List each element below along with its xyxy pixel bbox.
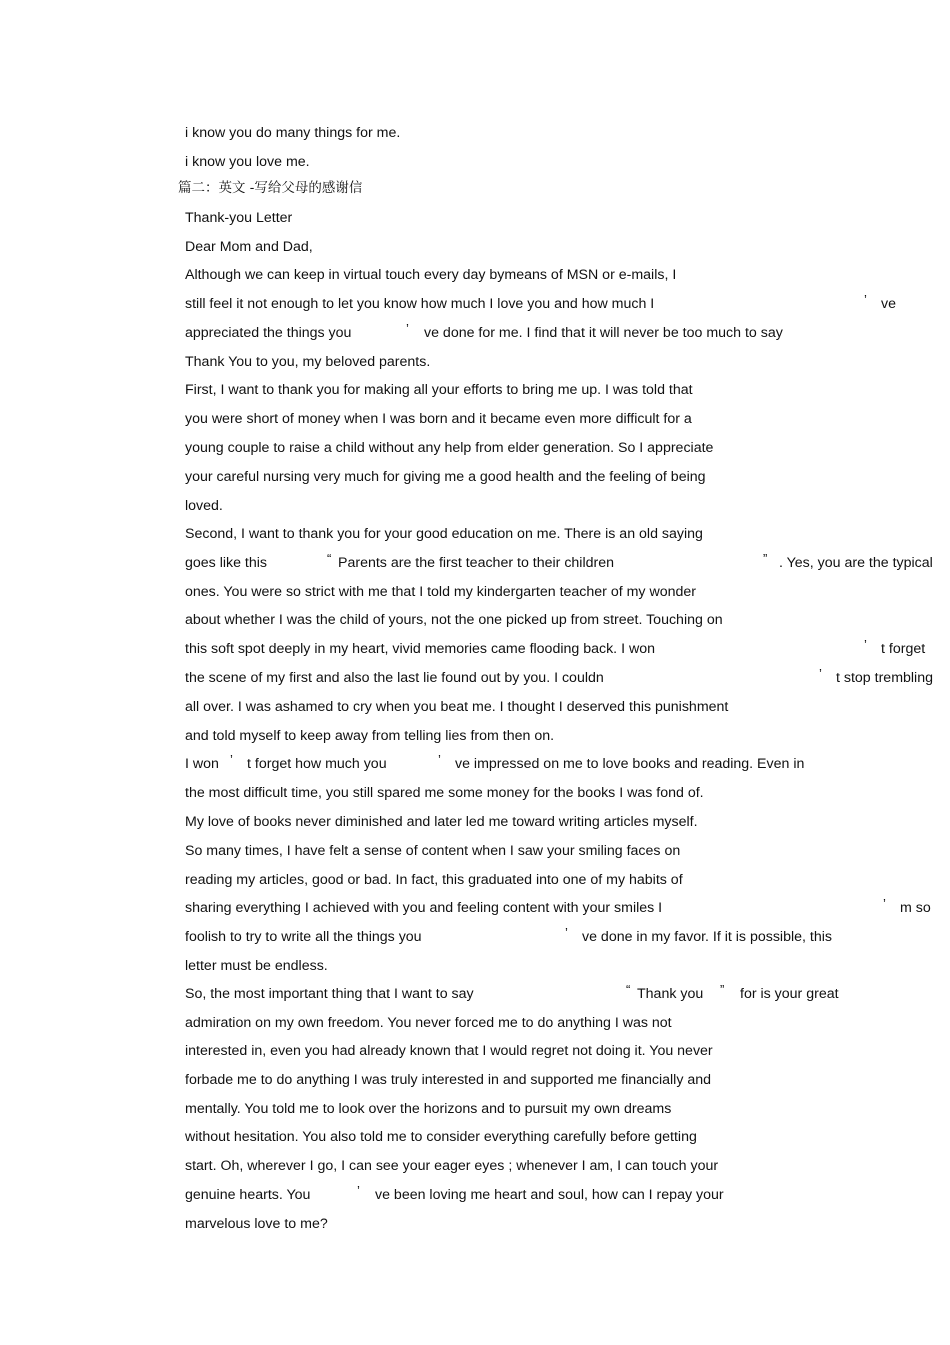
p4-line-6-apostrophe: ’ <box>883 896 886 911</box>
intro-line-1: i know you do many things for me. <box>185 125 401 141</box>
p3-line-2-text-b: Parents are the first teacher to their children <box>338 555 615 571</box>
p4-line-7-text-b: ve done in my favor. If it is possible, this <box>582 929 832 945</box>
p3-line-5-text-b: t forget <box>881 641 926 657</box>
p1-line-2-text-a: still feel it not enough to let you know how much I love you and how much I <box>185 296 655 312</box>
p3-line-5-text-a: this soft spot deeply in my heart, vivid memories came flooding back. I won <box>185 641 655 657</box>
p5-line-1-close-quote: ” <box>720 982 725 997</box>
p4-line-6-text-a: sharing everything I achieved with you and feeling content with your smiles I <box>185 900 663 916</box>
p3-line-1: Second, I want to thank you for your good education on me. There is an old saying <box>185 526 703 542</box>
p5-line-1-open-quote: “ <box>626 982 631 997</box>
p4-line-1-apostrophe-2: ’ <box>438 752 441 767</box>
p4-line-6-text-b: m so <box>900 900 931 916</box>
p5-line-6: without hesitation. You also told me to consider everything carefully before getting <box>185 1129 697 1145</box>
p3-line-2-text-c: . Yes, you are the typical <box>779 555 933 571</box>
p5-line-1-text-c: for is your great <box>740 986 839 1002</box>
p5-line-8-text-b: ve been loving me heart and soul, how can I repay your <box>375 1187 724 1203</box>
intro-line-2: i know you love me. <box>185 154 310 170</box>
p5-line-2: admiration on my own freedom. You never forced me to do anything I was not <box>185 1015 672 1031</box>
p3-line-7: all over. I was ashamed to cry when you beat me. I thought I deserved this punishment <box>185 699 729 715</box>
p4-line-1-apostrophe-1: ’ <box>230 752 233 767</box>
letter-salutation: Dear Mom and Dad, <box>185 239 313 255</box>
p2-line-4: your careful nursing very much for giving me a good health and the feeling of being <box>185 469 706 485</box>
p4-line-5: reading my articles, good or bad. In fact, this graduated into one of my habits of <box>185 872 683 888</box>
p2-line-1: First, I want to thank you for making all your efforts to bring me up. I was told that <box>185 382 693 398</box>
p1-line-3-text-a: appreciated the things you <box>185 325 352 341</box>
p5-line-7: start. Oh, wherever I go, I can see your eager eyes ; whenever I am, I can touch your <box>185 1158 719 1174</box>
p3-line-8: and told myself to keep away from telling lies from then on. <box>185 728 555 744</box>
p1-line-3-apostrophe: ’ <box>406 321 409 336</box>
p3-line-6-text-b: t stop trembling <box>836 670 933 686</box>
p3-line-2-close-quote: ” <box>763 551 768 566</box>
p3-line-2-open-quote: “ <box>327 551 332 566</box>
p1-line-2-text-b: ve <box>881 296 896 312</box>
p5-line-9: marvelous love to me? <box>185 1216 328 1232</box>
p3-line-2-text-a: goes like this <box>185 555 268 571</box>
p5-line-8-apostrophe: ’ <box>357 1183 360 1198</box>
p5-line-8-text-a: genuine hearts. You <box>185 1187 311 1203</box>
p5-line-1-text-a: So, the most important thing that I want to say <box>185 986 474 1002</box>
p3-line-5-apostrophe: ’ <box>864 637 867 652</box>
p4-line-7-text-a: foolish to try to write all the things you <box>185 929 422 945</box>
p5-line-4: forbade me to do anything I was truly interested in and supported me financially and <box>185 1072 712 1088</box>
p1-line-3-text-b: ve done for me. I find that it will never be too much to say <box>424 325 783 341</box>
p3-line-4: about whether I was the child of yours, not the one picked up from street. Touching on <box>185 612 723 628</box>
p2-line-5: loved. <box>185 498 223 514</box>
p3-line-3: ones. You were so strict with me that I told my kindergarten teacher of my wonder <box>185 584 696 600</box>
p4-line-1-text-b: t forget how much you <box>247 756 387 772</box>
p5-line-3: interested in, even you had already known that I would regret not doing it. You never <box>185 1043 713 1059</box>
p1-line-2-apostrophe: ’ <box>864 292 867 307</box>
p2-line-3: young couple to raise a child without any help from elder generation. So I appreciate <box>185 440 714 456</box>
p5-line-1-text-b: Thank you <box>637 986 704 1002</box>
p4-line-8: letter must be endless. <box>185 958 328 974</box>
p3-line-6-text-a: the scene of my first and also the last lie found out by you. I couldn <box>185 670 604 686</box>
p2-line-2: you were short of money when I was born and it became even more difficult for a <box>185 411 692 427</box>
p1-line-4: Thank You to you, my beloved parents. <box>185 354 431 370</box>
p4-line-4: So many times, I have felt a sense of content when I saw your smiling faces on <box>185 843 681 859</box>
p4-line-7-apostrophe: ’ <box>565 925 568 940</box>
p4-line-1-text-c: ve impressed on me to love books and reading. Even in <box>455 756 805 772</box>
p1-line-1: Although we can keep in virtual touch every day bymeans of MSN or e-mails, I <box>185 267 677 283</box>
p4-line-1-text-a: I won <box>185 756 219 772</box>
p5-line-5: mentally. You told me to look over the horizons and to pursuit my own dreams <box>185 1101 672 1117</box>
section-heading: 篇二：英文 -写给父母的感谢信 <box>178 180 363 196</box>
letter-title: Thank-you Letter <box>185 210 293 226</box>
p4-line-2: the most difficult time, you still spared me some money for the books I was fond of. <box>185 785 704 801</box>
p4-line-3: My love of books never diminished and later led me toward writing articles myself. <box>185 814 698 830</box>
p3-line-6-apostrophe: ’ <box>819 666 822 681</box>
